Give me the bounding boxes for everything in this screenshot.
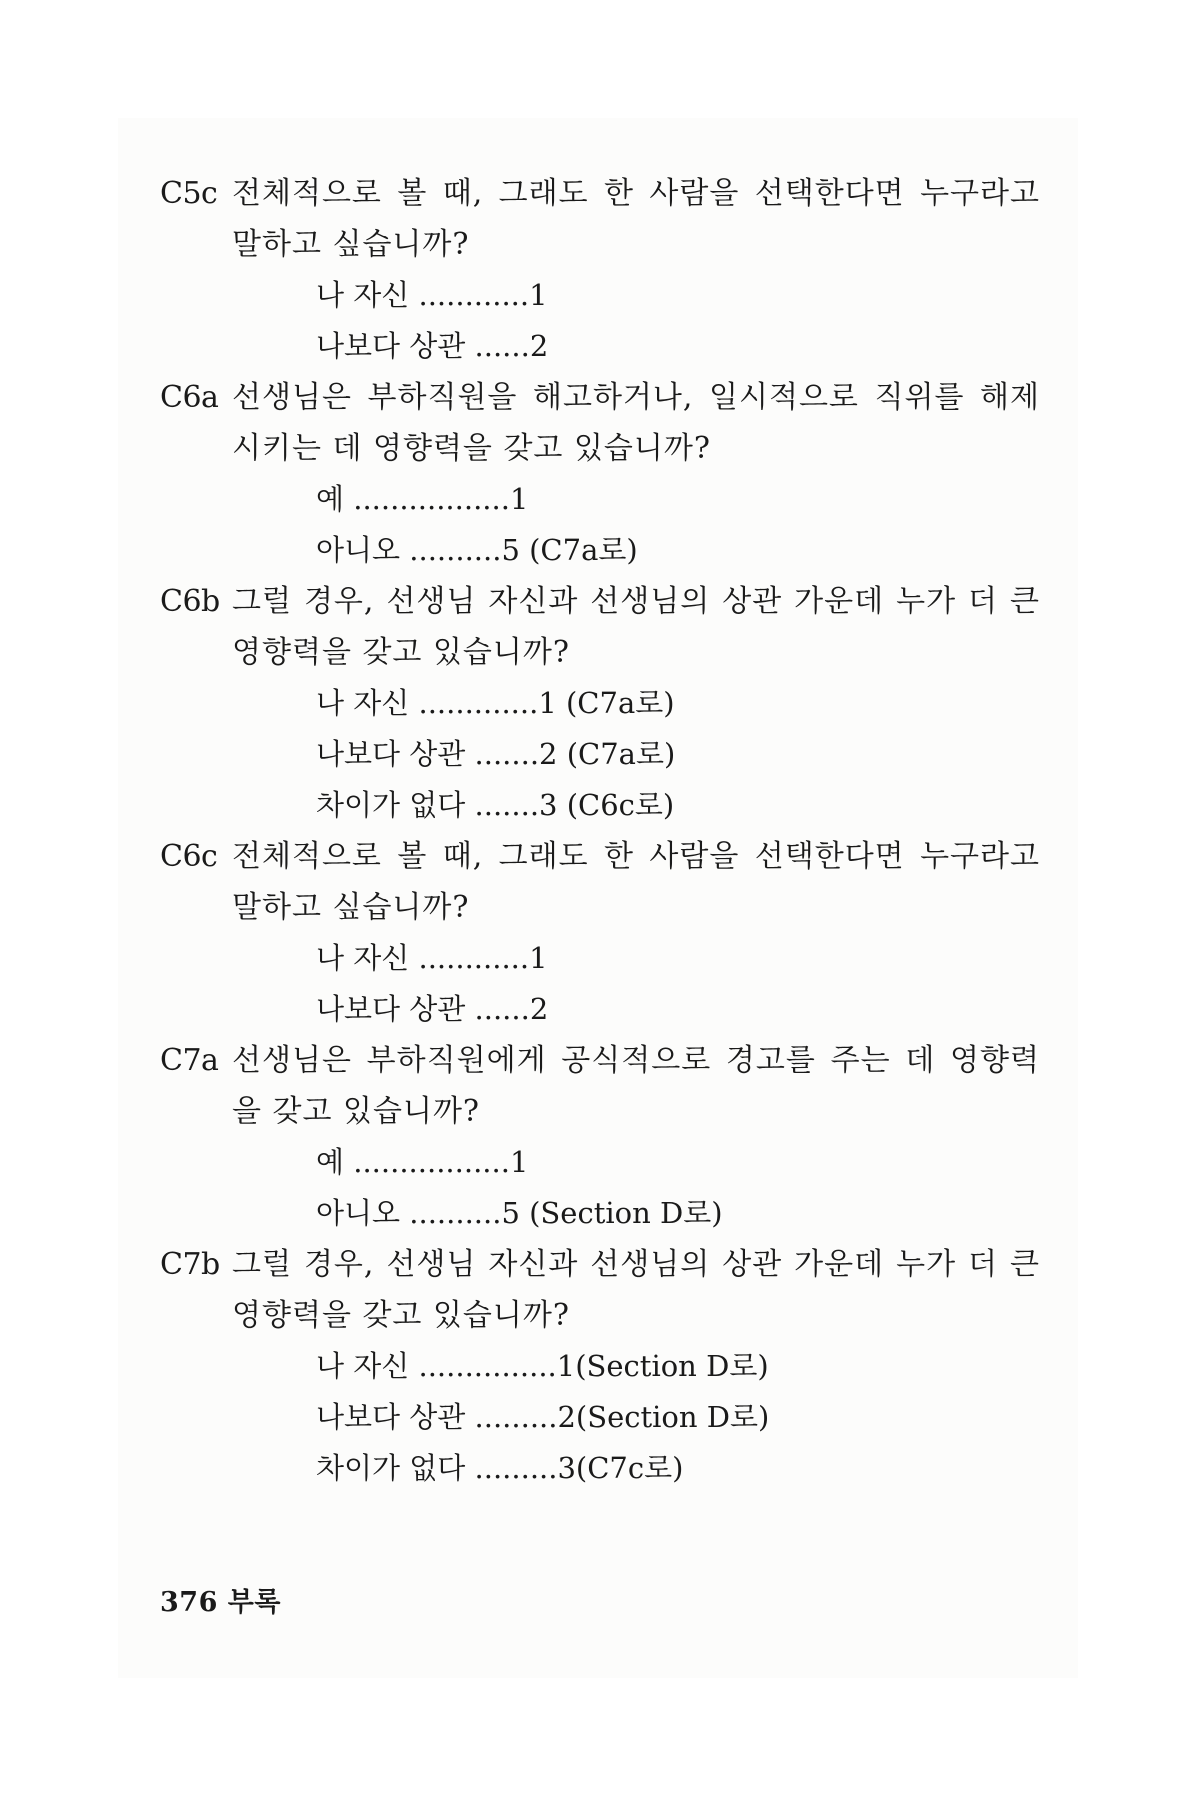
answer-option: 차이가 없다 .......3 (C6c로): [316, 788, 675, 822]
question-text: 전체적으로 볼 때, 그래도 한 사람을 선택한다면 누구라고 말하고 싶습니까?: [232, 839, 1040, 925]
answer-option: 나보다 상관 ......2: [316, 329, 549, 363]
question-C5c: [160, 168, 1040, 372]
question-text: 그럴 경우, 선생님 자신과 선생님의 상관 가운데 누가 더 큰 영향력을 갖고 있습니까?: [232, 1247, 1040, 1333]
answer-option: 차이가 없다 .........3(C7c로): [316, 1451, 684, 1485]
question-C6a: [160, 372, 1040, 576]
answer-option: 나보다 상관 ......2: [316, 992, 549, 1026]
page-footer: 376 부록: [160, 1587, 281, 1618]
answer-option: 예 .................1: [316, 1145, 529, 1179]
question-code: C7a: [160, 1043, 219, 1078]
question-C7a: [160, 1035, 1040, 1239]
answer-option: 나 자신 ...............1(Section D로): [316, 1349, 769, 1383]
question-C6b: [160, 576, 1040, 831]
question-code: C6b: [160, 584, 220, 619]
answer-option: 나 자신 ............1: [316, 278, 548, 312]
question-C7b: [160, 1239, 1040, 1494]
question-code: C7b: [160, 1247, 220, 1282]
answer-option: 나 자신 .............1 (C7a로): [316, 686, 675, 720]
question-code: C6a: [160, 380, 219, 415]
questionnaire-content: [160, 168, 1040, 1494]
question-text: 선생님은 부하직원을 해고하거나, 일시적으로 직위를 해제시키는 데 영향력을 갖고 있습니까?: [232, 380, 1040, 466]
question-text: 전체적으로 볼 때, 그래도 한 사람을 선택한다면 누구라고 말하고 싶습니까?: [232, 176, 1040, 262]
answer-option: 나보다 상관 .......2 (C7a로): [316, 737, 676, 771]
question-text: 선생님은 부하직원에게 공식적으로 경고를 주는 데 영향력을 갖고 있습니까?: [232, 1043, 1040, 1129]
answer-option: 아니오 ..........5 (Section D로): [316, 1196, 723, 1230]
question-C6c: [160, 831, 1040, 1035]
answer-option: 아니오 ..........5 (C7a로): [316, 533, 638, 567]
question-code: C5c: [160, 176, 218, 211]
question-code: C6c: [160, 839, 218, 874]
answer-option: 나 자신 ............1: [316, 941, 548, 975]
question-text: 그럴 경우, 선생님 자신과 선생님의 상관 가운데 누가 더 큰 영향력을 갖고 있습니까?: [232, 584, 1040, 670]
answer-option: 나보다 상관 .........2(Section D로): [316, 1400, 770, 1434]
answer-option: 예 .................1: [316, 482, 529, 516]
